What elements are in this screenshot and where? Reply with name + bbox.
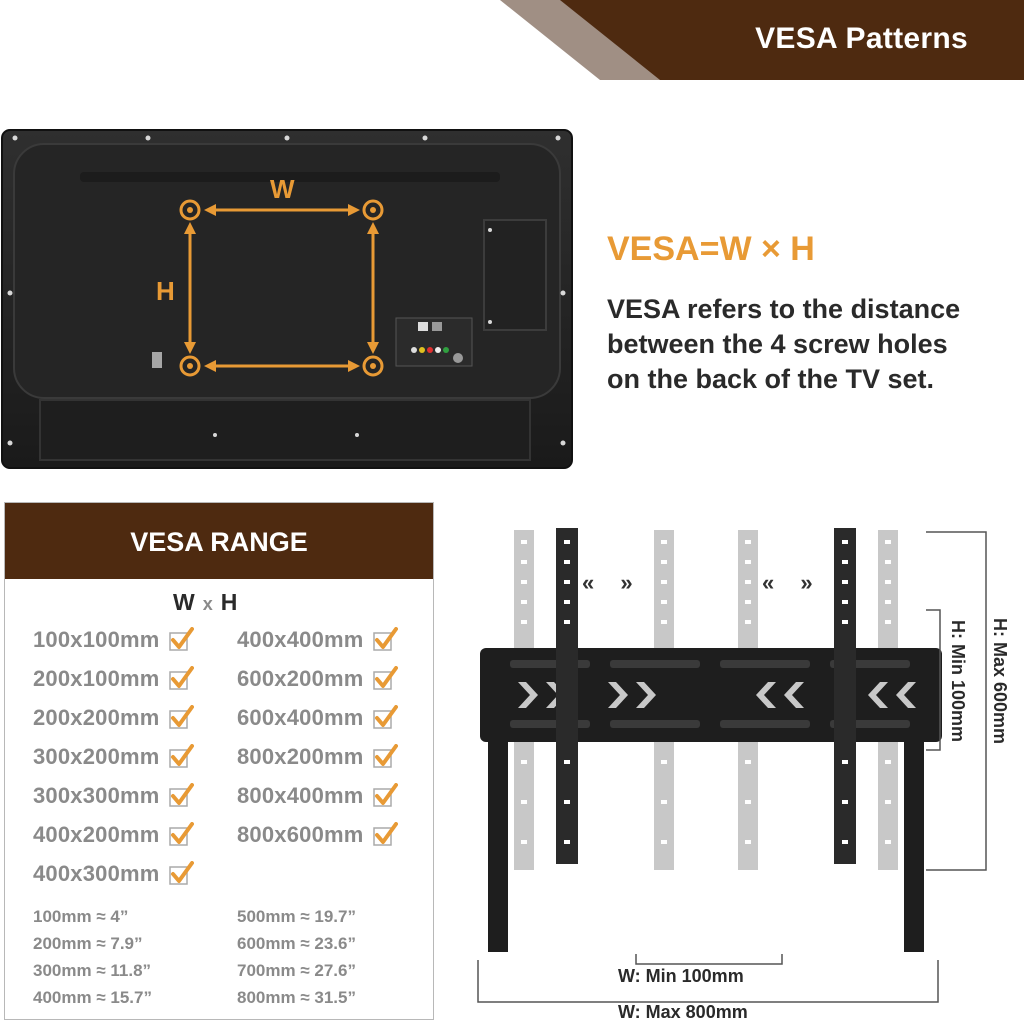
vesa-size-text: 800x600mm xyxy=(237,822,364,847)
checkmark-icon xyxy=(168,744,194,770)
vesa-size-row xyxy=(237,625,398,655)
vesa-size-row xyxy=(33,742,194,772)
vesa-size-row xyxy=(33,625,194,655)
conversion-text: 700mm ≈ 27.6” xyxy=(237,961,356,980)
col-w-label: W xyxy=(173,589,195,615)
vesa-size-row xyxy=(33,820,194,850)
checkmark-icon xyxy=(372,822,398,848)
vesa-size-text: 800x400mm xyxy=(237,783,364,808)
vesa-size-row xyxy=(33,781,194,811)
vesa-range-panel xyxy=(4,502,434,1020)
wxh-header xyxy=(173,589,237,616)
conversion-text: 500mm ≈ 19.7” xyxy=(237,907,356,926)
conversion-text: 600mm ≈ 23.6” xyxy=(237,934,356,953)
vesa-size-row xyxy=(33,664,194,694)
vesa-explanation xyxy=(607,292,1017,397)
vesa-range-title: VESA RANGE xyxy=(130,527,308,557)
checkmark-icon xyxy=(168,861,194,887)
vesa-size-row xyxy=(237,781,398,811)
header-banner xyxy=(0,0,1024,80)
vesa-size-text: 200x100mm xyxy=(33,666,160,691)
tv-back-illustration xyxy=(0,128,575,470)
checkmark-icon xyxy=(168,705,194,731)
checkmark-icon xyxy=(372,627,398,653)
checkmark-icon xyxy=(168,783,194,809)
vesa-size-text: 400x400mm xyxy=(237,627,364,652)
vesa-size-text: 600x200mm xyxy=(237,666,364,691)
tv-width-label: W xyxy=(270,174,295,204)
vesa-size-row xyxy=(237,664,398,694)
vesa-size-row xyxy=(33,859,194,889)
col-h-label: H xyxy=(220,589,238,615)
explanation-line: between the 4 screw holes xyxy=(607,329,948,359)
checkmark-icon xyxy=(168,666,194,692)
col-x-label: x xyxy=(202,594,213,614)
vesa-size-text: 200x200mm xyxy=(33,705,160,730)
checkmark-icon xyxy=(372,666,398,692)
vesa-size-text: 400x300mm xyxy=(33,861,160,886)
vesa-size-row xyxy=(33,703,194,733)
checkmark-icon xyxy=(372,705,398,731)
explanation-line: VESA refers to the distance xyxy=(607,294,961,324)
conversion-text: 300mm ≈ 11.8” xyxy=(33,961,152,980)
height-min-label: H: Min 100mm xyxy=(948,620,968,743)
vesa-size-row xyxy=(237,820,398,850)
width-min-label: W: Min 100mm xyxy=(618,966,744,986)
checkmark-icon xyxy=(372,744,398,770)
explanation-line: on the back of the TV set. xyxy=(607,364,935,394)
tv-height-label: H xyxy=(156,276,175,306)
vesa-size-text: 800x200mm xyxy=(237,744,364,769)
conversion-text: 800mm ≈ 31.5” xyxy=(237,988,356,1007)
checkmark-icon xyxy=(168,627,194,653)
vesa-size-row xyxy=(237,742,398,772)
bracket-illustration xyxy=(470,520,1024,1023)
vesa-size-text: 300x200mm xyxy=(33,744,160,769)
vesa-size-text: 100x100mm xyxy=(33,627,160,652)
checkmark-icon xyxy=(168,822,194,848)
conversion-text: 200mm ≈ 7.9” xyxy=(33,934,143,953)
arrows-left: « » xyxy=(582,570,643,595)
checkmark-icon xyxy=(372,783,398,809)
arrows-right: « » xyxy=(762,570,823,595)
height-max-label: H: Max 600mm xyxy=(990,618,1010,745)
width-max-label: W: Max 800mm xyxy=(618,1002,748,1022)
vesa-range-header xyxy=(5,503,433,579)
vesa-size-text: 600x400mm xyxy=(237,705,364,730)
conversion-text: 100mm ≈ 4” xyxy=(33,907,129,926)
bracket-diagram xyxy=(470,520,1024,1023)
vesa-formula: VESA=W × H xyxy=(607,230,815,268)
conversion-text: 400mm ≈ 15.7” xyxy=(33,988,152,1007)
vesa-size-row xyxy=(237,703,398,733)
vesa-size-text: 300x300mm xyxy=(33,783,160,808)
header-title: VESA Patterns xyxy=(755,22,968,55)
vesa-size-text: 400x200mm xyxy=(33,822,160,847)
